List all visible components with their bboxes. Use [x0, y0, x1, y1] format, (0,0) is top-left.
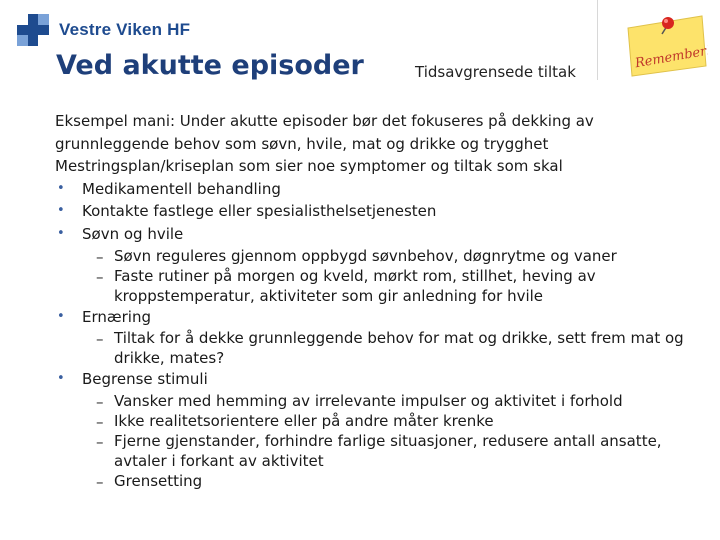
bullet-marker: • — [57, 308, 65, 324]
bullet-label: Medikamentell behandling — [82, 179, 281, 198]
sub-bullet-item — [55, 431, 695, 471]
sub-bullet-label: Ikke realitetsorientere eller på andre måter krenke — [114, 411, 494, 430]
header-divider — [597, 0, 598, 80]
bullet-marker: • — [57, 225, 65, 241]
sub-bullet-item — [55, 391, 695, 411]
dash-marker: – — [96, 247, 104, 266]
dash-marker: – — [96, 412, 104, 431]
note-text: Remember! — [633, 43, 708, 72]
bullet-label: Begrense stimuli — [82, 370, 208, 389]
dash-marker: – — [96, 392, 104, 411]
bullet-item — [55, 223, 695, 246]
slide-content — [55, 110, 695, 491]
bullet-marker: • — [57, 203, 65, 219]
bullet-label: Søvn og hvile — [82, 224, 184, 243]
page-title: Ved akutte episoder — [56, 50, 364, 81]
intro-line-2: grunnleggende behov som søvn, hvile, mat og drikke og trygghet — [55, 134, 549, 153]
bullet-item — [55, 178, 695, 201]
logo-text: Vestre Viken HF — [59, 20, 191, 39]
sub-bullet-label: Grensetting — [114, 471, 203, 490]
dash-marker: – — [96, 472, 104, 491]
bullet-list — [55, 178, 695, 491]
bullet-label: Kontakte fastlege eller spesialisthelsetjenesten — [82, 202, 437, 221]
plan-text: Mestringsplan/kriseplan som sier noe symptomer og tiltak som skal — [55, 157, 563, 176]
sub-bullet-item — [55, 411, 695, 431]
sticky-note-icon — [622, 14, 708, 82]
sub-bullet-label: Søvn reguleres gjennom oppbygd søvnbehov, døgnrytme og vaner — [114, 246, 617, 265]
page-subtitle: Tidsavgrensede tiltak — [415, 63, 576, 81]
sub-bullet-item — [55, 246, 695, 266]
bullet-marker: • — [57, 371, 65, 387]
logo — [17, 14, 190, 46]
sub-bullet-item — [55, 328, 695, 368]
dash-marker: – — [96, 432, 104, 451]
dash-marker: – — [96, 267, 104, 286]
sub-bullet-label: Faste rutiner på morgen og kveld, mørkt rom, stillhet, heving av kroppstemperatur, aktiviteter som gir anledning for hvile — [114, 266, 596, 305]
intro-line-1: Eksempel mani: Under akutte episoder bør det fokuseres på dekking av — [55, 112, 594, 130]
vestre-viken-cross-logo-icon — [17, 14, 49, 46]
sub-bullet-label: Fjerne gjenstander, forhindre farlige situasjoner, redusere antall ansatte, avtaler i forkant av aktivitet — [114, 431, 662, 470]
sub-bullet-item — [55, 266, 695, 306]
bullet-item — [55, 368, 695, 391]
bullet-item — [55, 306, 695, 329]
bullet-item — [55, 200, 695, 223]
sub-bullet-label: Vansker med hemming av irrelevante impulser og aktivitet i forhold — [114, 391, 623, 410]
sub-bullet-item — [55, 471, 695, 491]
bullet-label: Ernæring — [82, 307, 151, 326]
sub-bullet-label: Tiltak for å dekke grunnleggende behov for mat og drikke, sett frem mat og drikke, mates? — [114, 329, 684, 368]
dash-marker: – — [96, 330, 104, 349]
bullet-marker: • — [57, 180, 65, 196]
